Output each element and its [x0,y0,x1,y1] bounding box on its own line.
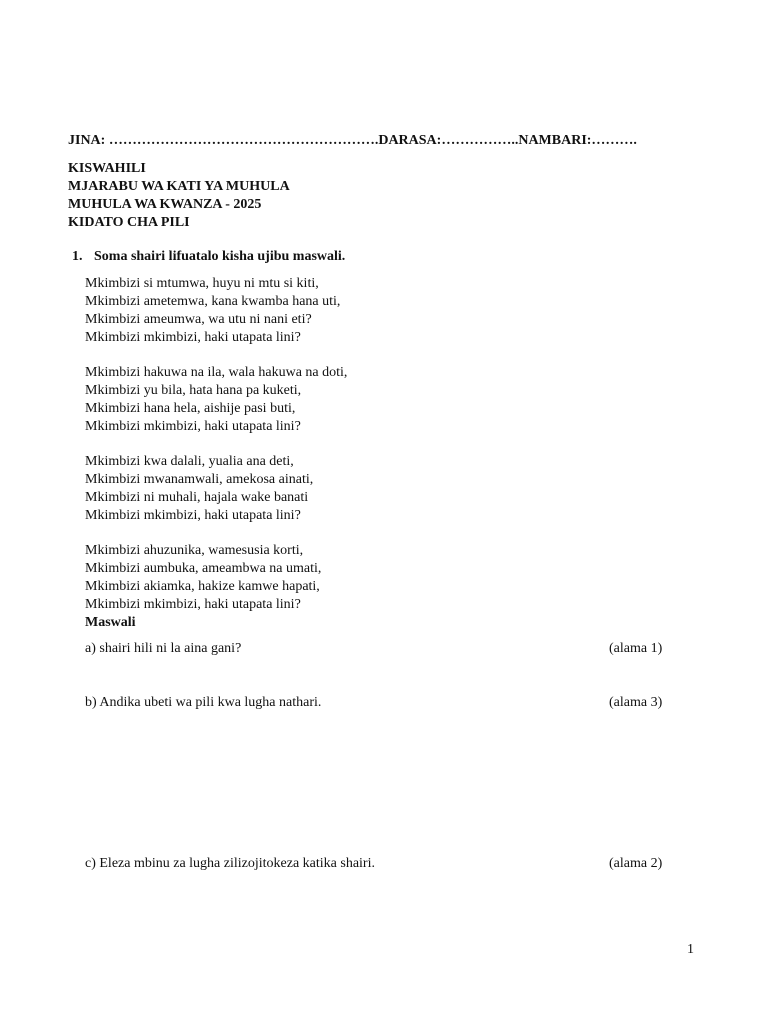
question-b: b) Andika ubeti wa pili kwa lugha nathari. [85,695,322,710]
poem-stanza-3 [85,453,347,525]
poem-line: Mkimbizi mkimbizi, haki utapata lini? [85,508,301,523]
poem-line: Mkimbizi mwanamwali, amekosa ainati, [85,472,314,487]
term-title: MUHULA WA KWANZA - 2025 [68,197,262,212]
question-number: 1. [72,249,83,264]
poem-stanza-2 [85,364,347,436]
question-c: c) Eleza mbinu za lugha zilizojitokeza katika shairi. [85,856,375,871]
exam-title: MJARABU WA KATI YA MUHULA [68,179,290,194]
questions-heading: Maswali [85,615,136,630]
marks-a: (alama 1) [609,641,663,656]
poem-line: Mkimbizi si mtumwa, huyu ni mtu si kiti, [85,276,319,291]
poem-stanza-1 [85,275,347,347]
marks-c: (alama 2) [609,856,663,871]
poem-line: Mkimbizi hana hela, aishije pasi buti, [85,401,296,416]
poem-line: Mkimbizi mkimbizi, haki utapata lini? [85,419,301,434]
exam-title-block [68,160,290,232]
poem-line: Mkimbizi ahuzunika, wamesusia korti, [85,543,304,558]
question-1-instruction [72,249,345,265]
poem-line: Mkimbizi yu bila, hata hana pa kuketi, [85,383,302,398]
student-info-line: JINA: ………………………………………………….DARASA:……………..NAMBARI:………. [68,133,637,148]
poem-line: Mkimbizi ni muhali, hajala wake banati [85,490,309,505]
page-number: 1 [687,942,694,957]
marks-b: (alama 3) [609,695,663,710]
poem-line: Mkimbizi mkimbizi, haki utapata lini? [85,597,301,612]
poem-stanza-4 [85,542,347,614]
question-instruction: Soma shairi lifuatalo kisha ujibu maswali. [94,249,346,264]
poem [85,275,347,631]
poem-line: Mkimbizi aumbuka, ameambwa na umati, [85,561,322,576]
question-a: a) shairi hili ni la aina gani? [85,641,242,656]
poem-line: Mkimbizi ameumwa, wa utu ni nani eti? [85,312,312,327]
poem-line: Mkimbizi hakuwa na ila, wala hakuwa na doti, [85,365,348,380]
poem-line: Mkimbizi kwa dalali, yualia ana deti, [85,454,294,469]
poem-line: Mkimbizi akiamka, hakize kamwe hapati, [85,579,320,594]
subject-title: KISWAHILI [68,161,146,176]
poem-line: Mkimbizi mkimbizi, haki utapata lini? [85,330,301,345]
form-title: KIDATO CHA PILI [68,215,190,230]
poem-line: Mkimbizi ametemwa, kana kwamba hana uti, [85,294,341,309]
